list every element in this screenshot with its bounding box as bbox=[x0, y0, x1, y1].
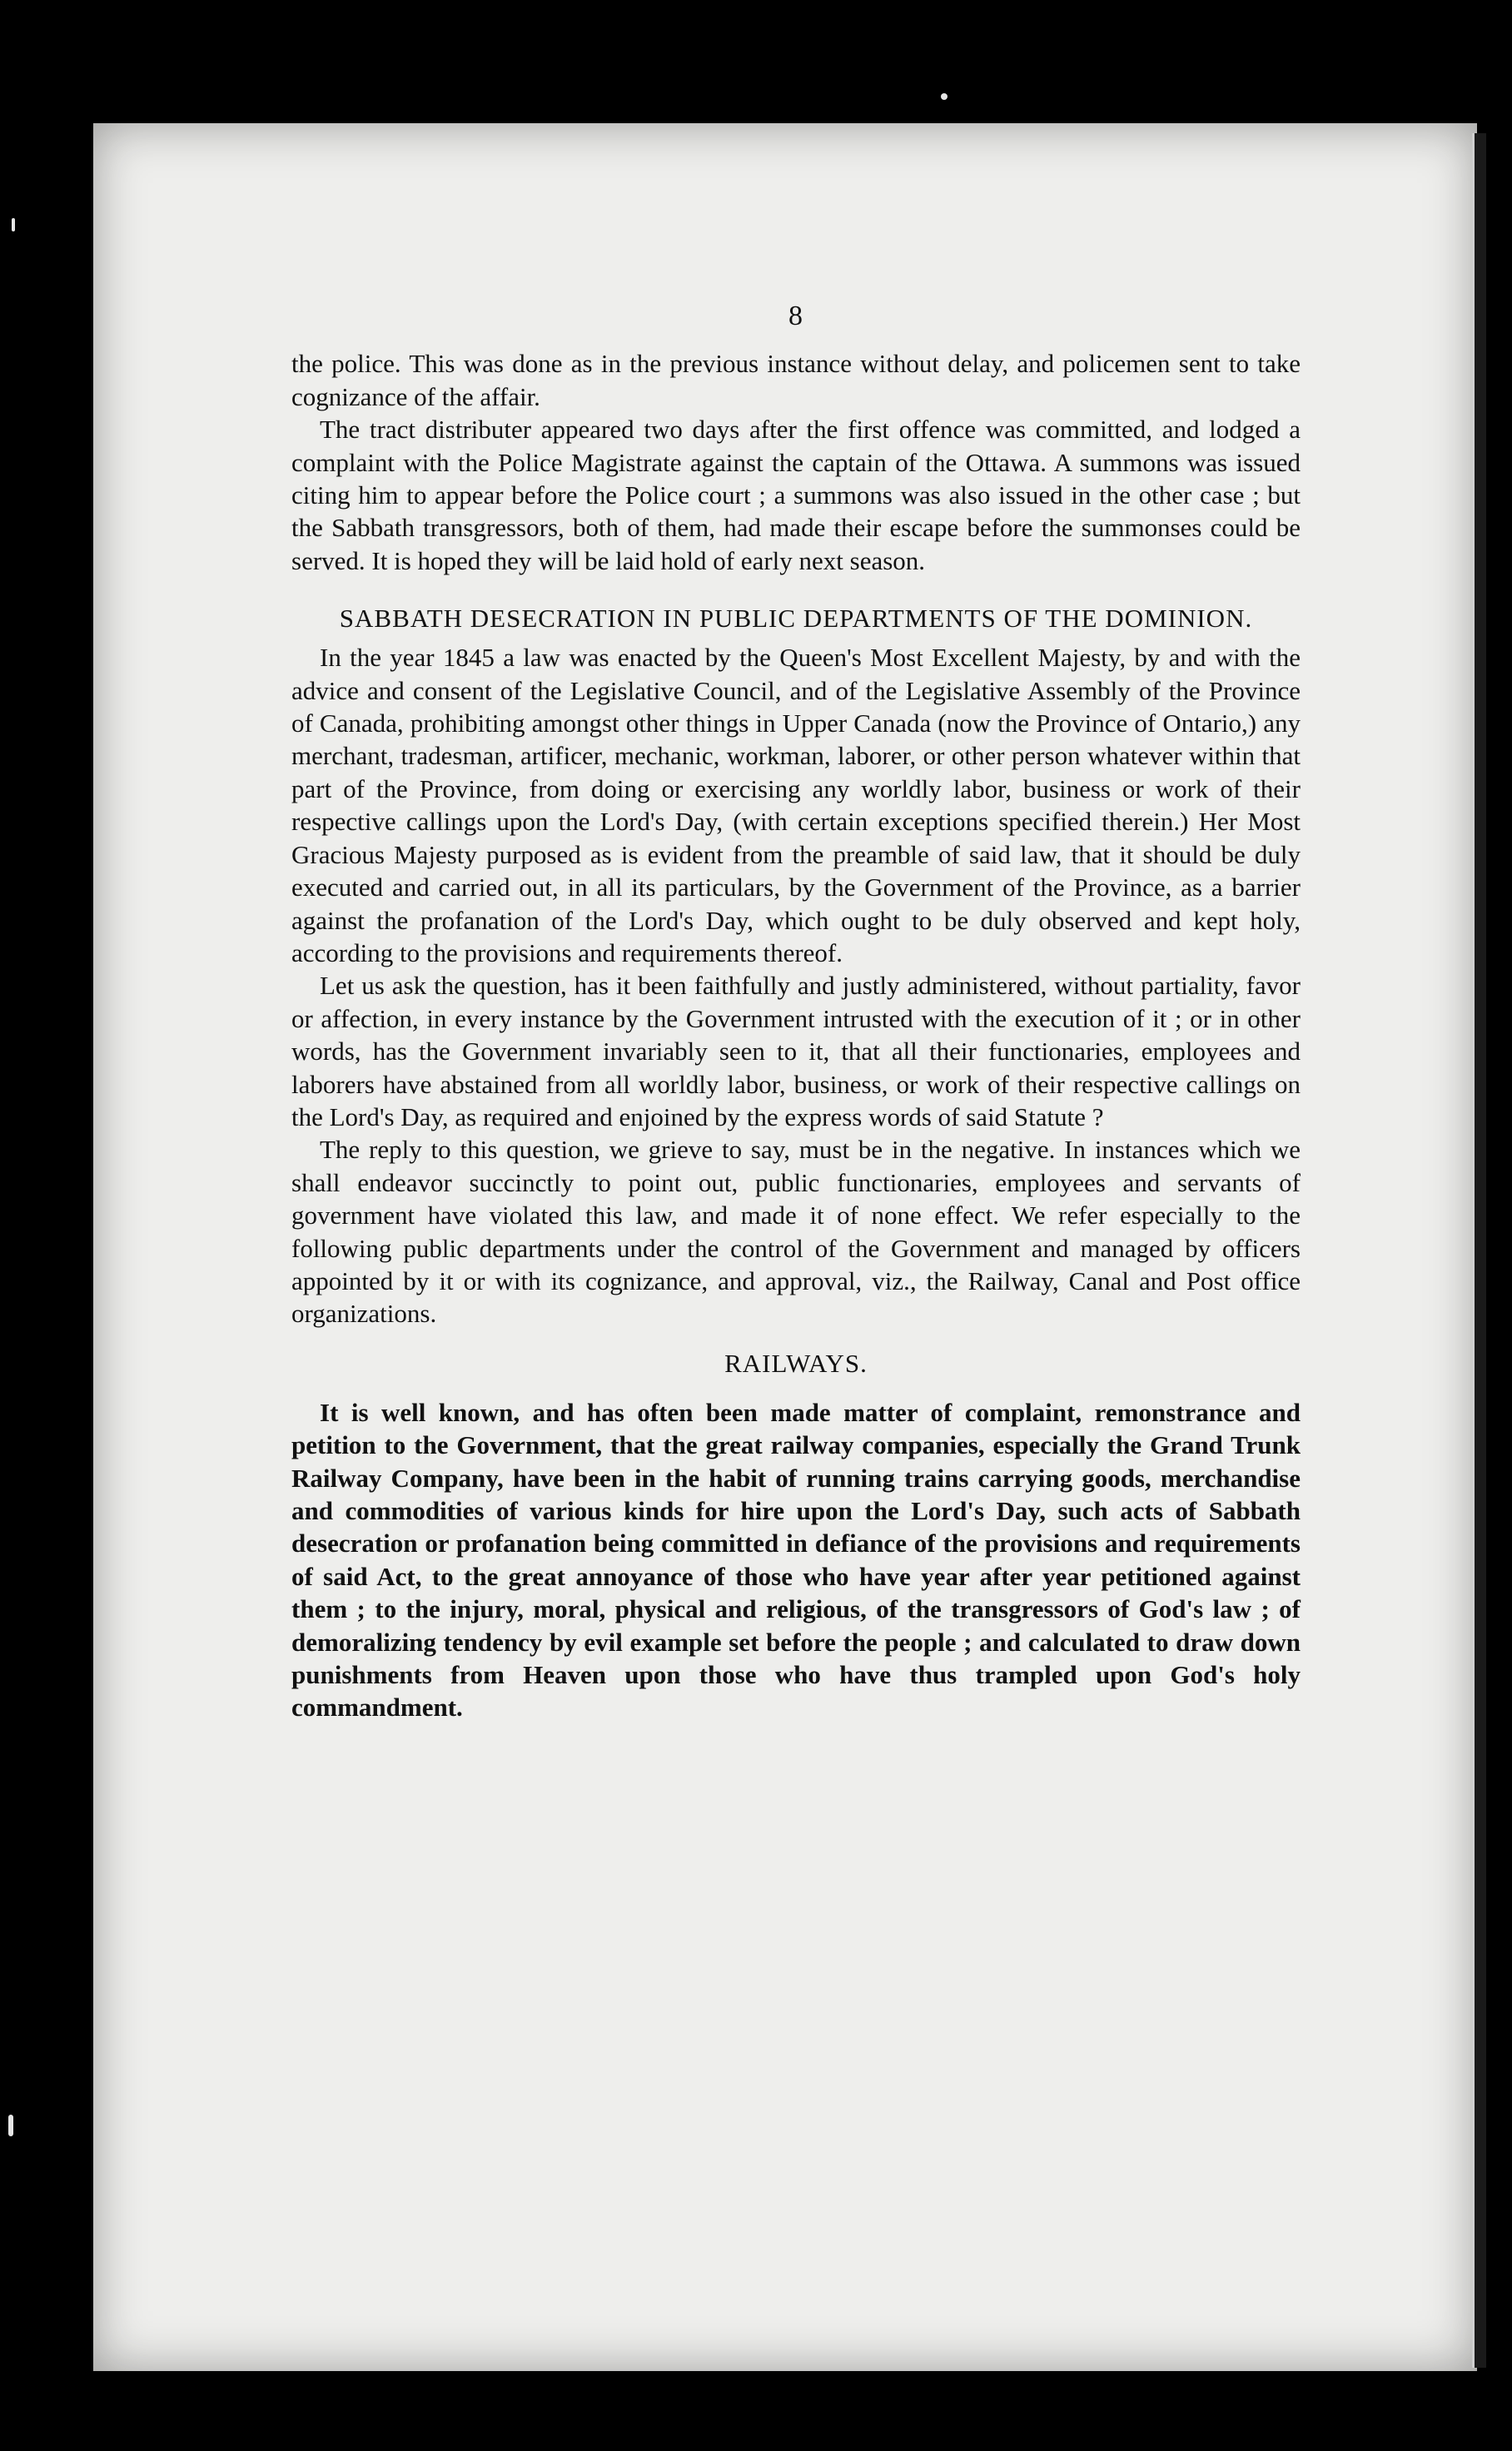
dust-speck bbox=[8, 2115, 13, 2136]
section-heading-railways: RAILWAYS. bbox=[724, 1348, 868, 1378]
dust-speck bbox=[12, 218, 15, 231]
page-number: 8 bbox=[788, 301, 803, 331]
paragraph-tract-distributer: The tract distributer appeared two days after the first offence was committed, and lodged a complaint with the Police Magistrate against the captain of the Ottawa. A summons was issued citing him to appear before the Police court ; a summons was also issued in the other case ; but the Sabbath transgressors, both of them, had made their escape before the summonses could be served. It is hoped they will be laid hold of early next season. bbox=[291, 415, 1301, 575]
section-heading-sabbath-desecration: SABBATH DESECRATION IN PUBLIC DEPARTMENTS OF THE DOMINION. bbox=[339, 604, 1253, 634]
paragraph-continued: the police. This was done as in the previous instance without delay, and policemen sent to take cognizance of the affair. bbox=[291, 349, 1301, 411]
page-text bbox=[291, 300, 1301, 1724]
paragraph-reply: The reply to this question, we grieve to say, must be in the negative. In instances which we shall endeavor succinctly to point out, public functionaries, employees and servants of government have violated this law, and made it of none effect. We refer especially to the following public departments under the control of the Government and managed by officers appointed by it or with its cognizance, and approval, viz., the Railway, Canal and Post office organizations. bbox=[291, 1135, 1301, 1329]
dust-speck bbox=[941, 93, 947, 100]
page-edge bbox=[1472, 133, 1486, 2368]
paragraph-law-1845: In the year 1845 a law was enacted by the Queen's Most Excellent Majesty, by and with the advice and consent of the Legislative Council, and of the Legislative Assembly of the Province of Canada, prohibiting amongst other things in Upper Canada (now the Province of Ontario,) any merchant, tradesman, artificer, mechanic, workman, laborer, or other person whatever within that part of the Province, from doing or exercising any worldly labor, business or work of their respective callings upon the Lord's Day, (with certain exceptions specified therein.) Her Most Gracious Majesty purposed as is evident from the preamble of said law, that it should be duly executed and carried out, in all its particulars, by the Government of the Province, as a barrier against the profanation of the Lord's Day, which ought to be duly observed and kept holy, according to the provisions and requirements thereof. bbox=[291, 643, 1301, 967]
paragraph-railways: It is well known, and has often been made matter of complaint, remonstrance and petition to the Government, that the great railway companies, especially the Grand Trunk Railway Company, have been in the habit of running trains carrying goods, merchandise and commodities of various kinds for hire upon the Lord's Day, such acts of Sabbath desecration or profanation being committed in defiance of the provisions and requirements of said Act, to the great annoyance of those who have year after year petitioned against them ; to the injury, moral, physical and religious, of the transgressors of God's law ; of demoralizing tendency by evil example set before the people ; and calculated to draw down punishments from Heaven upon those who have thus trampled upon God's holy commandment. bbox=[291, 1397, 1301, 1723]
paragraph-question: Let us ask the question, has it been faithfully and justly administered, without partiality, favor or affection, in every instance by the Government intrusted with the execution of it ; or in other words, has the Government invariably seen to it, that all their functionaries, employees and laborers have abstained from all worldly labor, business, or work of their respective callings on the Lord's Day, as required and enjoined by the express words of said Statute ? bbox=[291, 971, 1301, 1131]
